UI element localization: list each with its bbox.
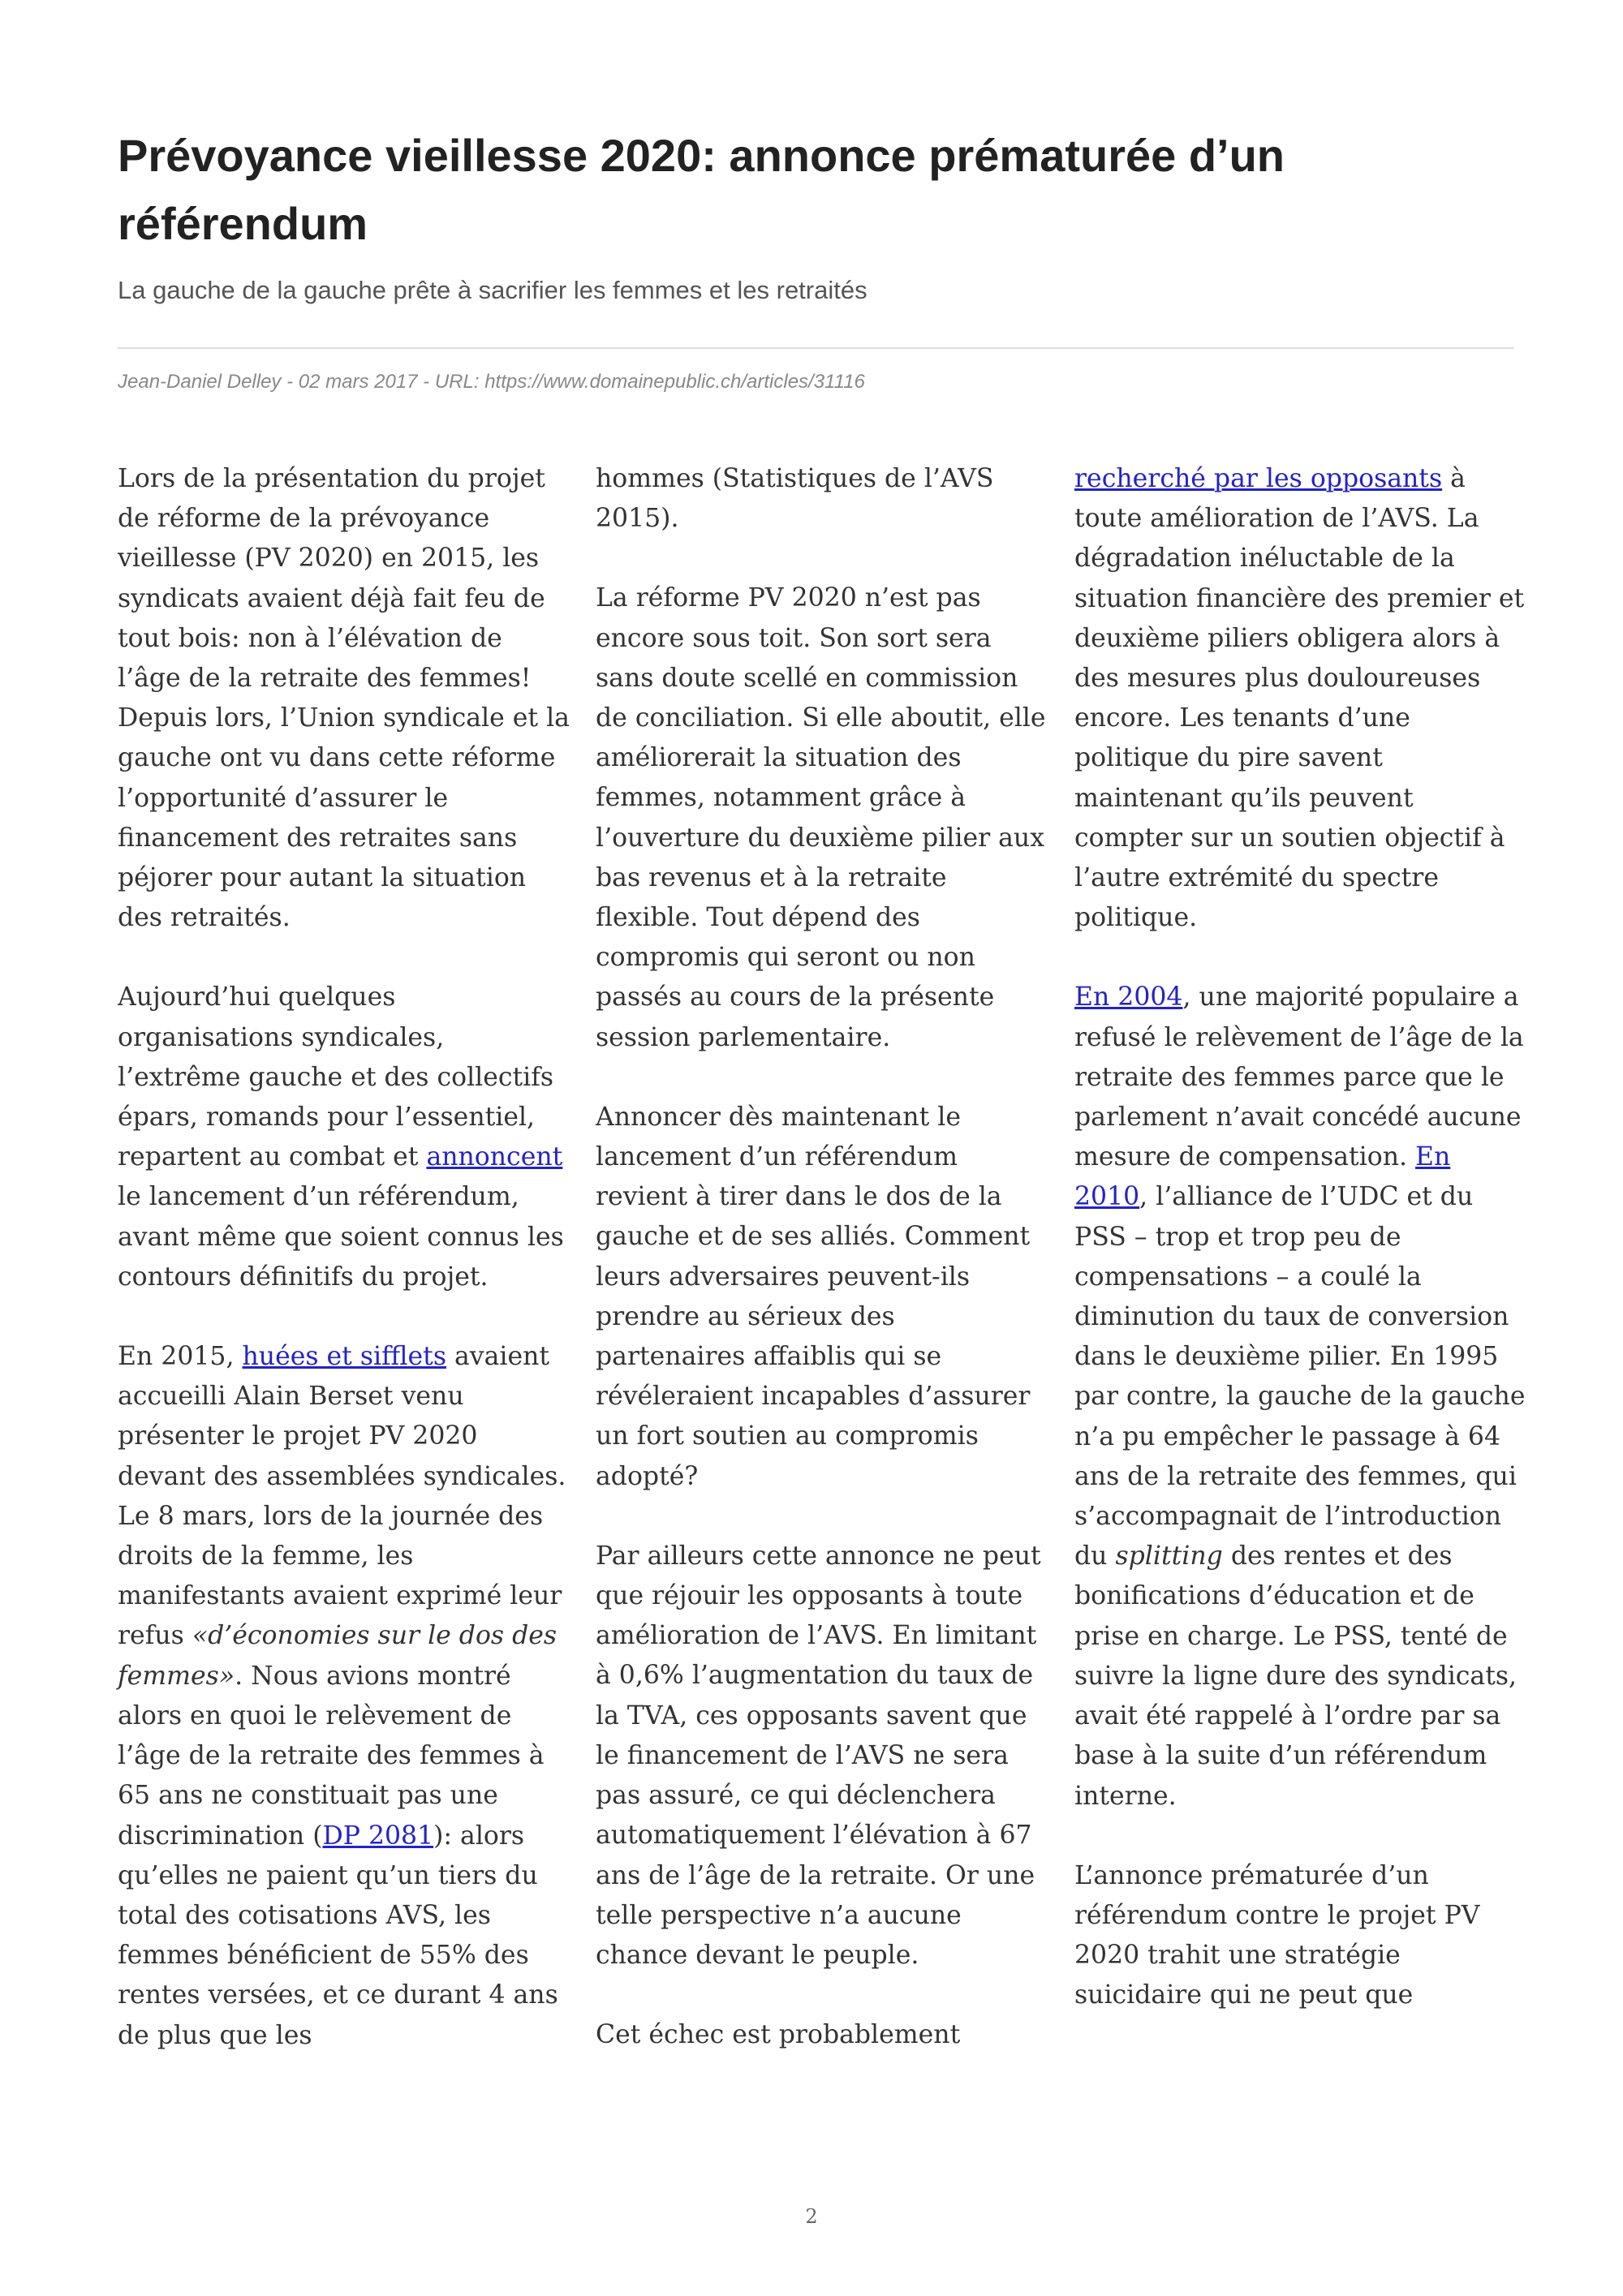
- paragraph: [1074, 459, 1529, 938]
- paragraph: Cet échec est probablement: [596, 2020, 961, 2050]
- link-recherche-par-les-opposants[interactable]: recherché par les opposants: [1074, 464, 1443, 493]
- paragraph: Par ailleurs cette annonce ne peut que réjouir les opposants à toute amélioration de l’AVS. En limitant à 0,6% l’augmentation du taux de la TVA, ces opposants savent que le financement de l’AVS ne sera pas assuré, ce qui déclenchera automatiquement l’élévation à 67 ans de l’âge de la retraite. Or une telle perspective n’a aucune chance devant le peuple.: [596, 1541, 1041, 1970]
- text-column-3: [1074, 459, 1529, 2056]
- header-divider: [118, 347, 1513, 349]
- article-byline: Jean-Daniel Delley - 02 mars 2017 - URL: https://www.domainepublic.ch/articles/31116: [118, 371, 865, 393]
- quote-text: «d’économies sur le dos des femmes»: [118, 1621, 558, 1691]
- text-run: , une majorité populaire a refusé le relèvement de l’âge de la retraite des femmes parce que le parlement n’avait concédé aucune mesure de compensation.: [1074, 982, 1524, 1172]
- paragraph: [1074, 978, 1529, 1816]
- link-en-2010[interactable]: En 2010: [1074, 1142, 1451, 1212]
- text-column-2: [596, 459, 1050, 2095]
- paragraph: La réforme PV 2020 n’est pas encore sous toit. Son sort sera sans doute scellé en commission de conciliation. Si elle aboutit, elle améliorerait la situation des femmes, notamment grâce à l’ouverture du deuxième pilier aux bas revenus et à la retraite flexible. Tout dépend des compromis qui seront ou non passés au cours de la présente session parlementaire.: [596, 583, 1046, 1052]
- text-run: . Nous avions montré alors en quoi le relèvement de l’âge de la retraite des femmes à 65 ans ne constituait pas une discrimination (: [118, 1661, 545, 1851]
- link-dp-2081[interactable]: DP 2081: [322, 1821, 434, 1851]
- text-run: ): alors qu’elles ne paient qu’un tiers du total des cotisations AVS, les femmes bénéficient de 55% des rentes versées, et ce durant 4 ans de plus que les: [118, 1821, 558, 2050]
- paragraph: Annoncer dès maintenant le lancement d’un référendum revient à tirer dans le dos de la gauche et de ses alliés. Comment leurs adversaires peuvent-ils prendre au sérieux des partenaires affaiblis qui se révéleraient incapables d’assurer un fort soutien au compromis adopté?: [596, 1102, 1031, 1491]
- link-annoncent[interactable]: annoncent: [426, 1142, 563, 1172]
- page-number: 2: [805, 2205, 818, 2228]
- text-run: des rentes et des bonifications d’éducation et de prise en charge. Le PSS, tenté de suivre la ligne dure des syndicats, avait été rappelé à l’ordre par sa base à la suite d’un référendum interne.: [1074, 1541, 1518, 1811]
- paragraph: [118, 978, 572, 1297]
- text-run: , l’alliance de l’UDC et du PSS – trop et trop peu de compensations – a coulé la diminution du taux de conversion dans le deuxième pilier. En 1995 par contre, la gauche de la gauche n’a pu empêcher le passage à 64 ans de la retraite des femmes, qui s’accompagnait de l’introduction du: [1074, 1182, 1526, 1572]
- link-huees-et-sifflets[interactable]: huées et sifflets: [242, 1342, 447, 1372]
- text-run: le lancement d’un référendum, avant même que soient connus les contours définitifs du projet.: [118, 1182, 564, 1292]
- emphasis-text: splitting: [1115, 1541, 1223, 1572]
- paragraph: Lors de la présentation du projet de réforme de la prévoyance vieillesse (PV 2020) en 2015, les syndicats avaient déjà fait feu de tout bois: non à l’élévation de l’âge de la retraite des femmes! Depuis lors, l’Union syndicale et la gauche ont vu dans cette réforme l’opportunité d’assurer le financement des retraites sans péjorer pour autant la situation des retraités.: [118, 464, 570, 933]
- text-run: Aujourd’hui quelques organisations syndicales, l’extrême gauche et des collectifs épars, romands pour l’essentiel, repartent au combat et: [118, 982, 554, 1172]
- paragraph: hommes (Statistiques de l’AVS 2015).: [596, 464, 994, 534]
- text-column-1: [118, 459, 572, 2096]
- paragraph: L’annonce prématurée d’un référendum contre le projet PV 2020 trahit une stratégie suicidaire qui ne peut que: [1074, 1860, 1480, 2010]
- text-run: En 2015,: [118, 1342, 235, 1372]
- text-run: avaient accueilli Alain Berset venu présenter le projet PV 2020 devant des assemblées syndicales. Le 8 mars, lors de la journée des droits de la femme, les manifestants avaient exprimé leur refus: [118, 1342, 566, 1651]
- article-title: Prévoyance vieillesse 2020: annonce prématurée d’un référendum: [118, 130, 1285, 249]
- paragraph: [118, 1337, 572, 2056]
- link-en-2004[interactable]: En 2004: [1074, 982, 1183, 1013]
- article-subtitle: La gauche de la gauche prête à sacrifier les femmes et les retraités: [118, 276, 867, 304]
- text-run: à toute amélioration de l’AVS. La dégradation inéluctable de la situation financière des premier et deuxième piliers obligera alors à des mesures plus douloureuses encore. Les tenants d’une politique du pire savent maintenant qu’ils peuvent compter sur un soutien objectif à l’autre extrémité du spectre politique.: [1074, 464, 1525, 933]
